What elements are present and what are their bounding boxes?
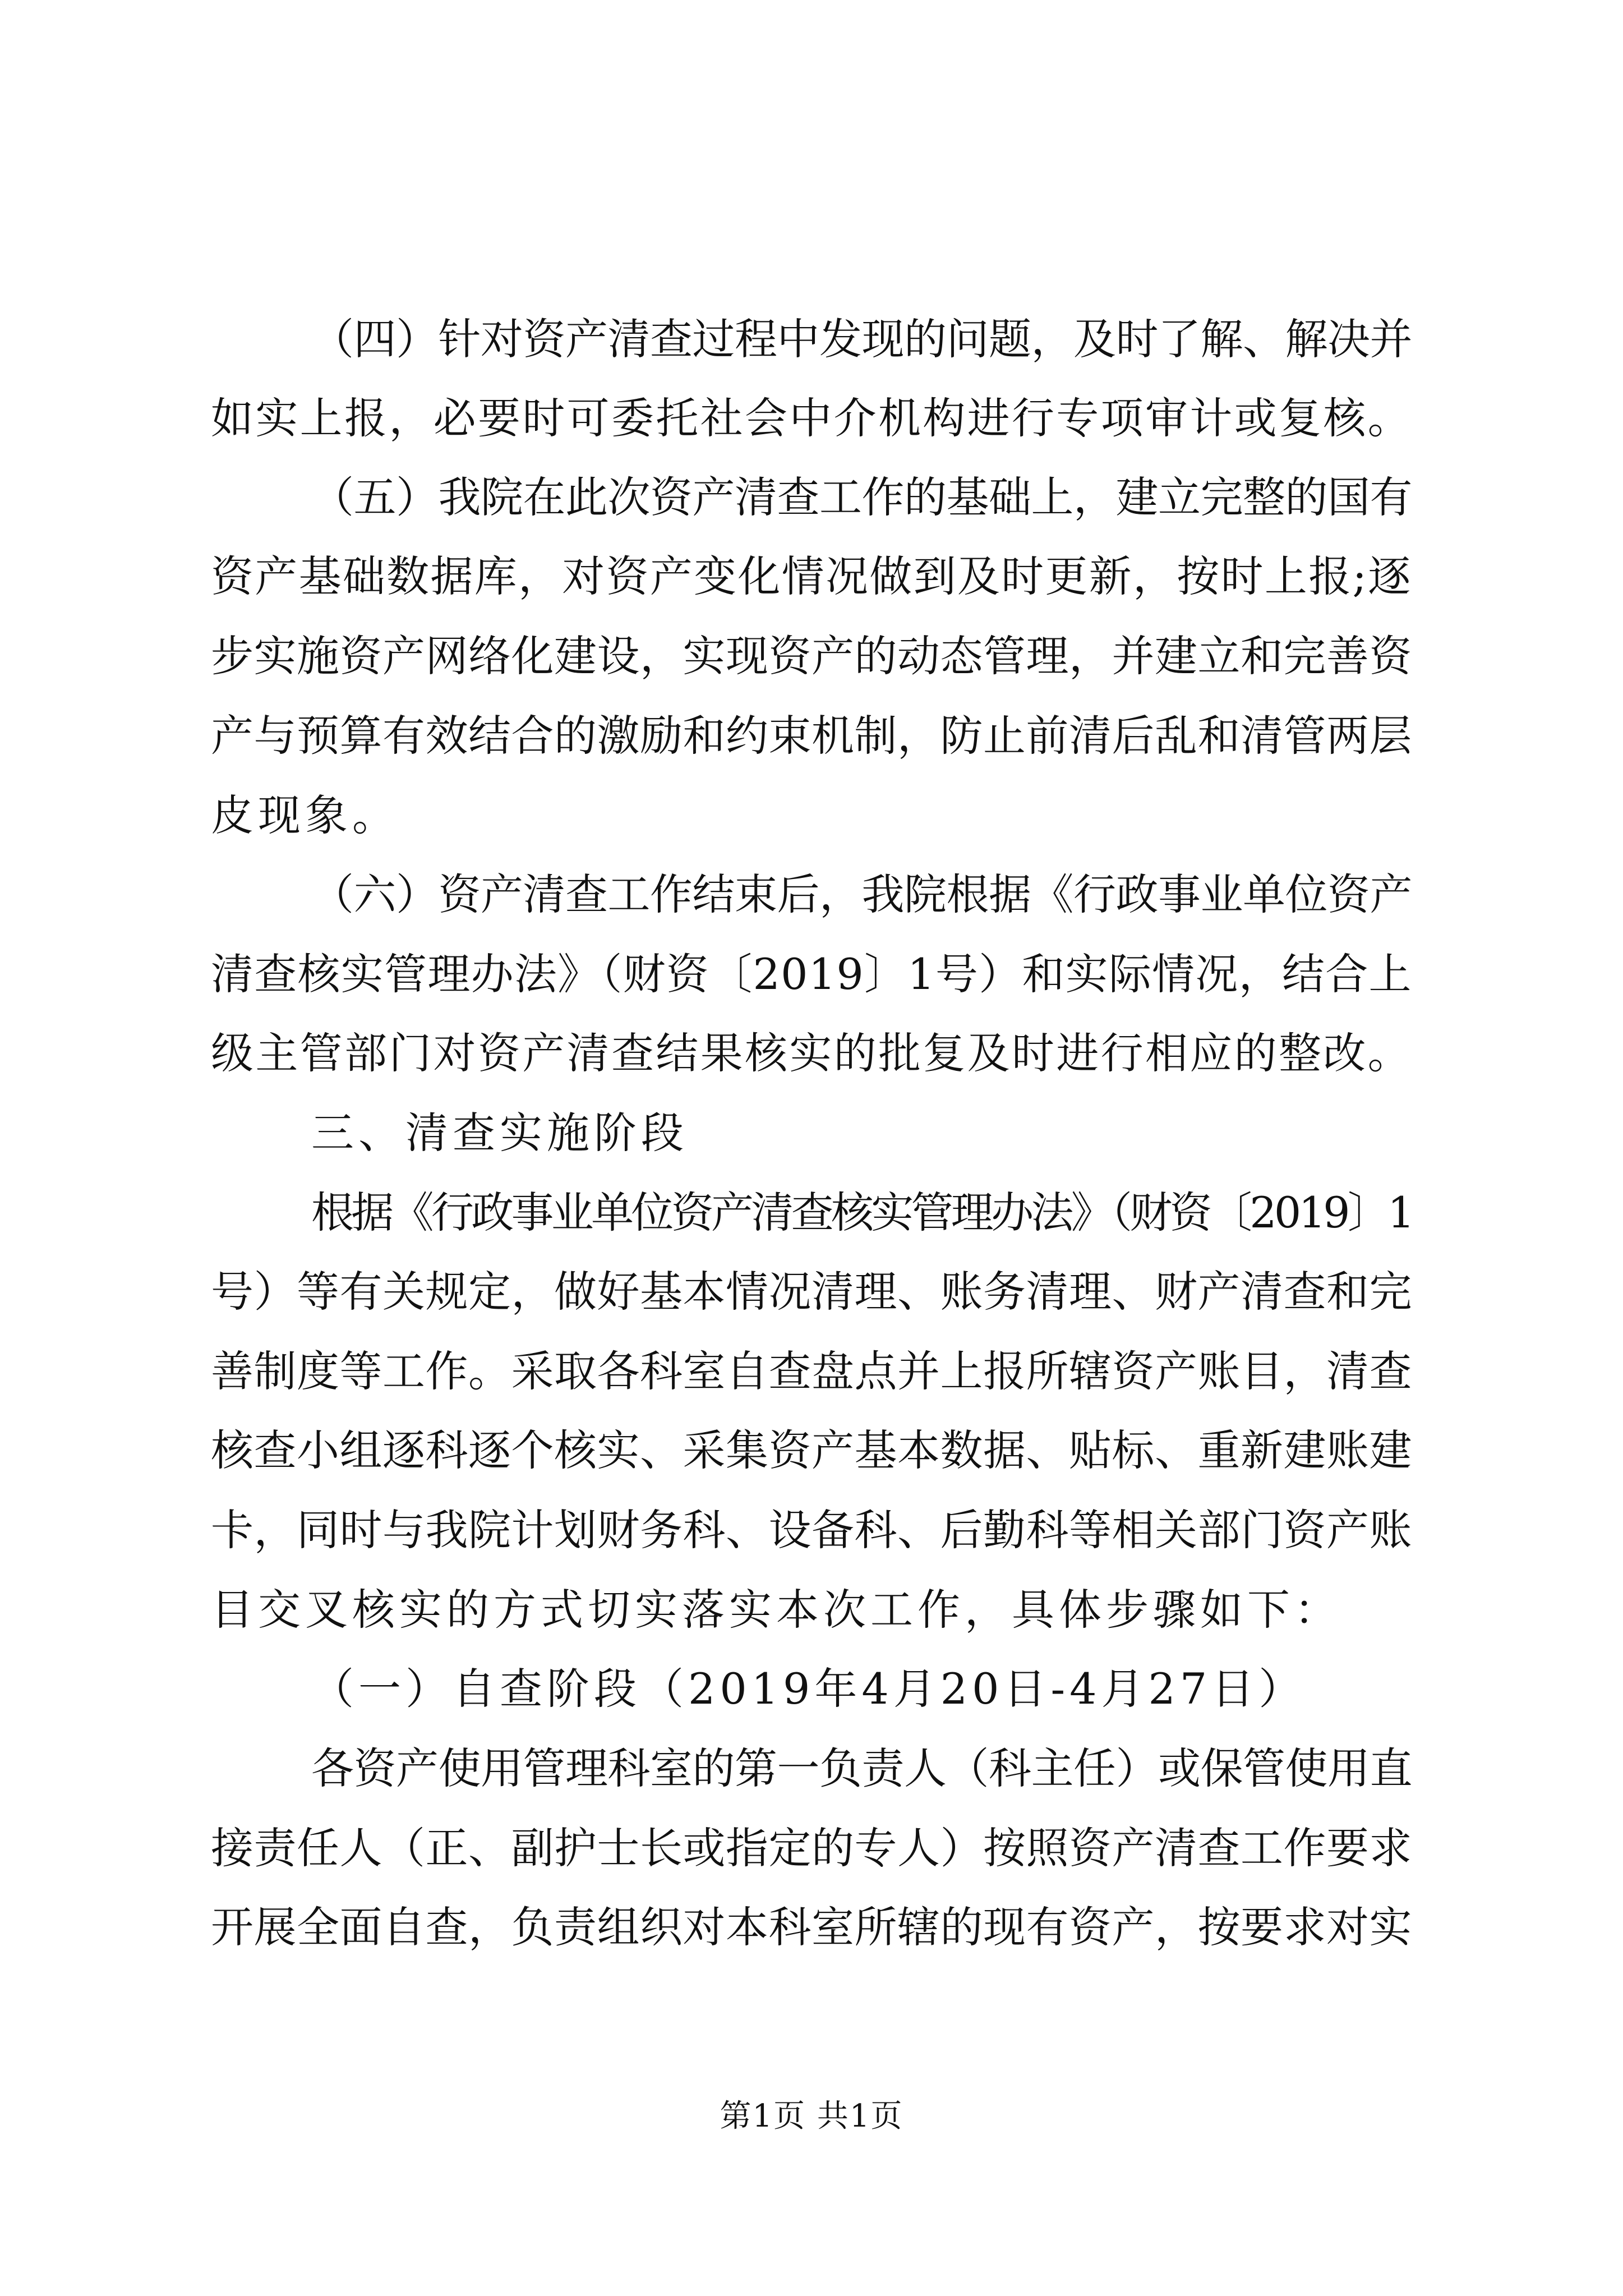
text-line-9: 清查核实管理办法》（财资〔2019〕1号）和实际情况，结合上 bbox=[211, 949, 1412, 999]
text-line-16: 卡，同时与我院计划财务科、设备科、后勤科等相关部门资产账 bbox=[211, 1505, 1412, 1555]
text-line-10: 级主管部门对资产清查结果核实的批复及时进行相应的整改。 bbox=[211, 1028, 1412, 1078]
text-line-21: 开展全面自查，负责组织对本科室所辖的现有资产，按要求对实 bbox=[211, 1902, 1412, 1952]
page-footer: 第1页 共1页 bbox=[720, 2098, 903, 2134]
text-line-1: （四）针对资产清查过程中发现的问题，及时了解、解决并 bbox=[311, 314, 1412, 364]
text-line-5: 步实施资产网络化建设，实现资产的动态管理，并建立和完善资 bbox=[211, 631, 1412, 681]
text-line-17: 目交叉核实的方式切实落实本次工作，具体步骤如下： bbox=[211, 1585, 1341, 1635]
text-line-2: 如实上报，必要时可委托社会中介机构进行专项审计或复核。 bbox=[211, 393, 1412, 443]
text-line-19: 各资产使用管理科室的第一负责人（科主任）或保管使用直 bbox=[311, 1743, 1412, 1793]
text-line-7: 皮现象。 bbox=[211, 790, 399, 840]
text-line-15: 核查小组逐科逐个核实、采集资产基本数据、贴标、重新建账建 bbox=[211, 1425, 1412, 1475]
text-line-13: 号）等有关规定，做好基本情况清理、账务清理、财产清查和完 bbox=[211, 1267, 1412, 1317]
text-line-14: 善制度等工作。采取各科室自查盘点并上报所辖资产账目，清查 bbox=[211, 1346, 1412, 1396]
text-line-20: 接责任人（正、副护士长或指定的专人）按照资产清查工作要求 bbox=[211, 1823, 1412, 1873]
subsection-heading: （一）自查阶段（2019年4月20日-4月27日） bbox=[311, 1664, 1306, 1714]
text-line-6: 产与预算有效结合的激励和约束机制，防止前清后乱和清管两层 bbox=[211, 711, 1412, 761]
text-line-12: 根据《行政事业单位资产清查核实管理办法》（财资〔2019〕1 bbox=[311, 1188, 1412, 1237]
text-line-8: （六）资产清查工作结束后，我院根据《行政事业单位资产 bbox=[311, 869, 1412, 919]
text-line-4: 资产基础数据库，对资产变化情况做到及时更新，按时上报;逐 bbox=[211, 551, 1412, 601]
text-line-3: （五）我院在此次资产清查工作的基础上，建立完整的国有 bbox=[311, 472, 1412, 522]
section-heading: 三、清查实施阶段 bbox=[311, 1108, 688, 1158]
